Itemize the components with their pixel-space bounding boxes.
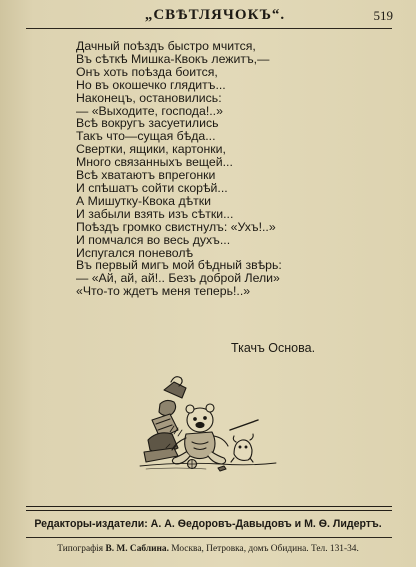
- header-divider: [26, 28, 392, 29]
- poem-line: Онъ хоть поѣзда боится,: [76, 64, 218, 79]
- page-header: [0, 0, 416, 30]
- poem-line: Всѣ вокругъ засуетились: [76, 116, 219, 131]
- page-number: 519: [373, 8, 393, 23]
- printer-line: [0, 544, 416, 554]
- poem-line: Въ первый мигъ мой бѣдный звѣрь:: [76, 258, 282, 273]
- printer-address: Москва, Петровка, домъ Обидина. Тел. 131-34.: [171, 544, 359, 554]
- magazine-title: „СВѢТЛЯЧОКЪ“.: [144, 7, 286, 23]
- poem-line: Такъ что—сущая бѣда...: [76, 129, 216, 144]
- poem-line: — «Выходите, господа!..»: [76, 103, 223, 118]
- poem-line: Но въ окошечко глядитъ...: [76, 77, 226, 92]
- teddy-bear-illustration: [138, 368, 278, 478]
- poem-line: Много связанныхъ вещей...: [76, 155, 233, 170]
- poem-line: Всѣ хватаютъ впрегонки: [76, 168, 216, 183]
- author-signature: Ткачъ Основа.: [231, 341, 316, 355]
- poem-line: Наконецъ, остановились:: [76, 90, 222, 105]
- poem-line: А Мишутку-Квока дѣтки: [76, 193, 212, 208]
- footer-divider-bottom: [26, 510, 392, 511]
- printer-prefix: Типографія: [57, 544, 104, 554]
- poem-line: Свертки, ящики, картонки,: [76, 142, 226, 157]
- poem-line: Поѣздъ громко свистнулъ: «Ухъ!..»: [76, 219, 276, 234]
- printer-name: В. М. Саблина.: [105, 544, 169, 554]
- footer-divider-middle: [26, 537, 392, 538]
- poem-line: Дачный поѣздъ быстро мчится,: [76, 39, 256, 53]
- poem-line: И забыли взять изъ сѣтки...: [76, 206, 234, 221]
- poem-text: [76, 40, 336, 298]
- poem-line: И спѣшатъ сойти скорѣй...: [76, 180, 228, 195]
- poem-line: И помчался во весь духъ...: [76, 232, 231, 247]
- footer-divider-top: [26, 506, 392, 507]
- poem-line: Въ сѣткѣ Мишка-Квокъ лежитъ,—: [76, 51, 270, 66]
- poem-line: Испугался поневолѣ: [76, 245, 194, 260]
- editors-line: Редакторы-издатели: А. А. Ѳедоровъ-Давыдовъ и М. Ѳ. Лидертъ.: [34, 518, 382, 530]
- poem-line: — «Ай, ай, ай!.. Безъ доброй Лели»: [76, 271, 280, 286]
- poem-line: «Что-то ждетъ меня теперь!..»: [76, 284, 251, 299]
